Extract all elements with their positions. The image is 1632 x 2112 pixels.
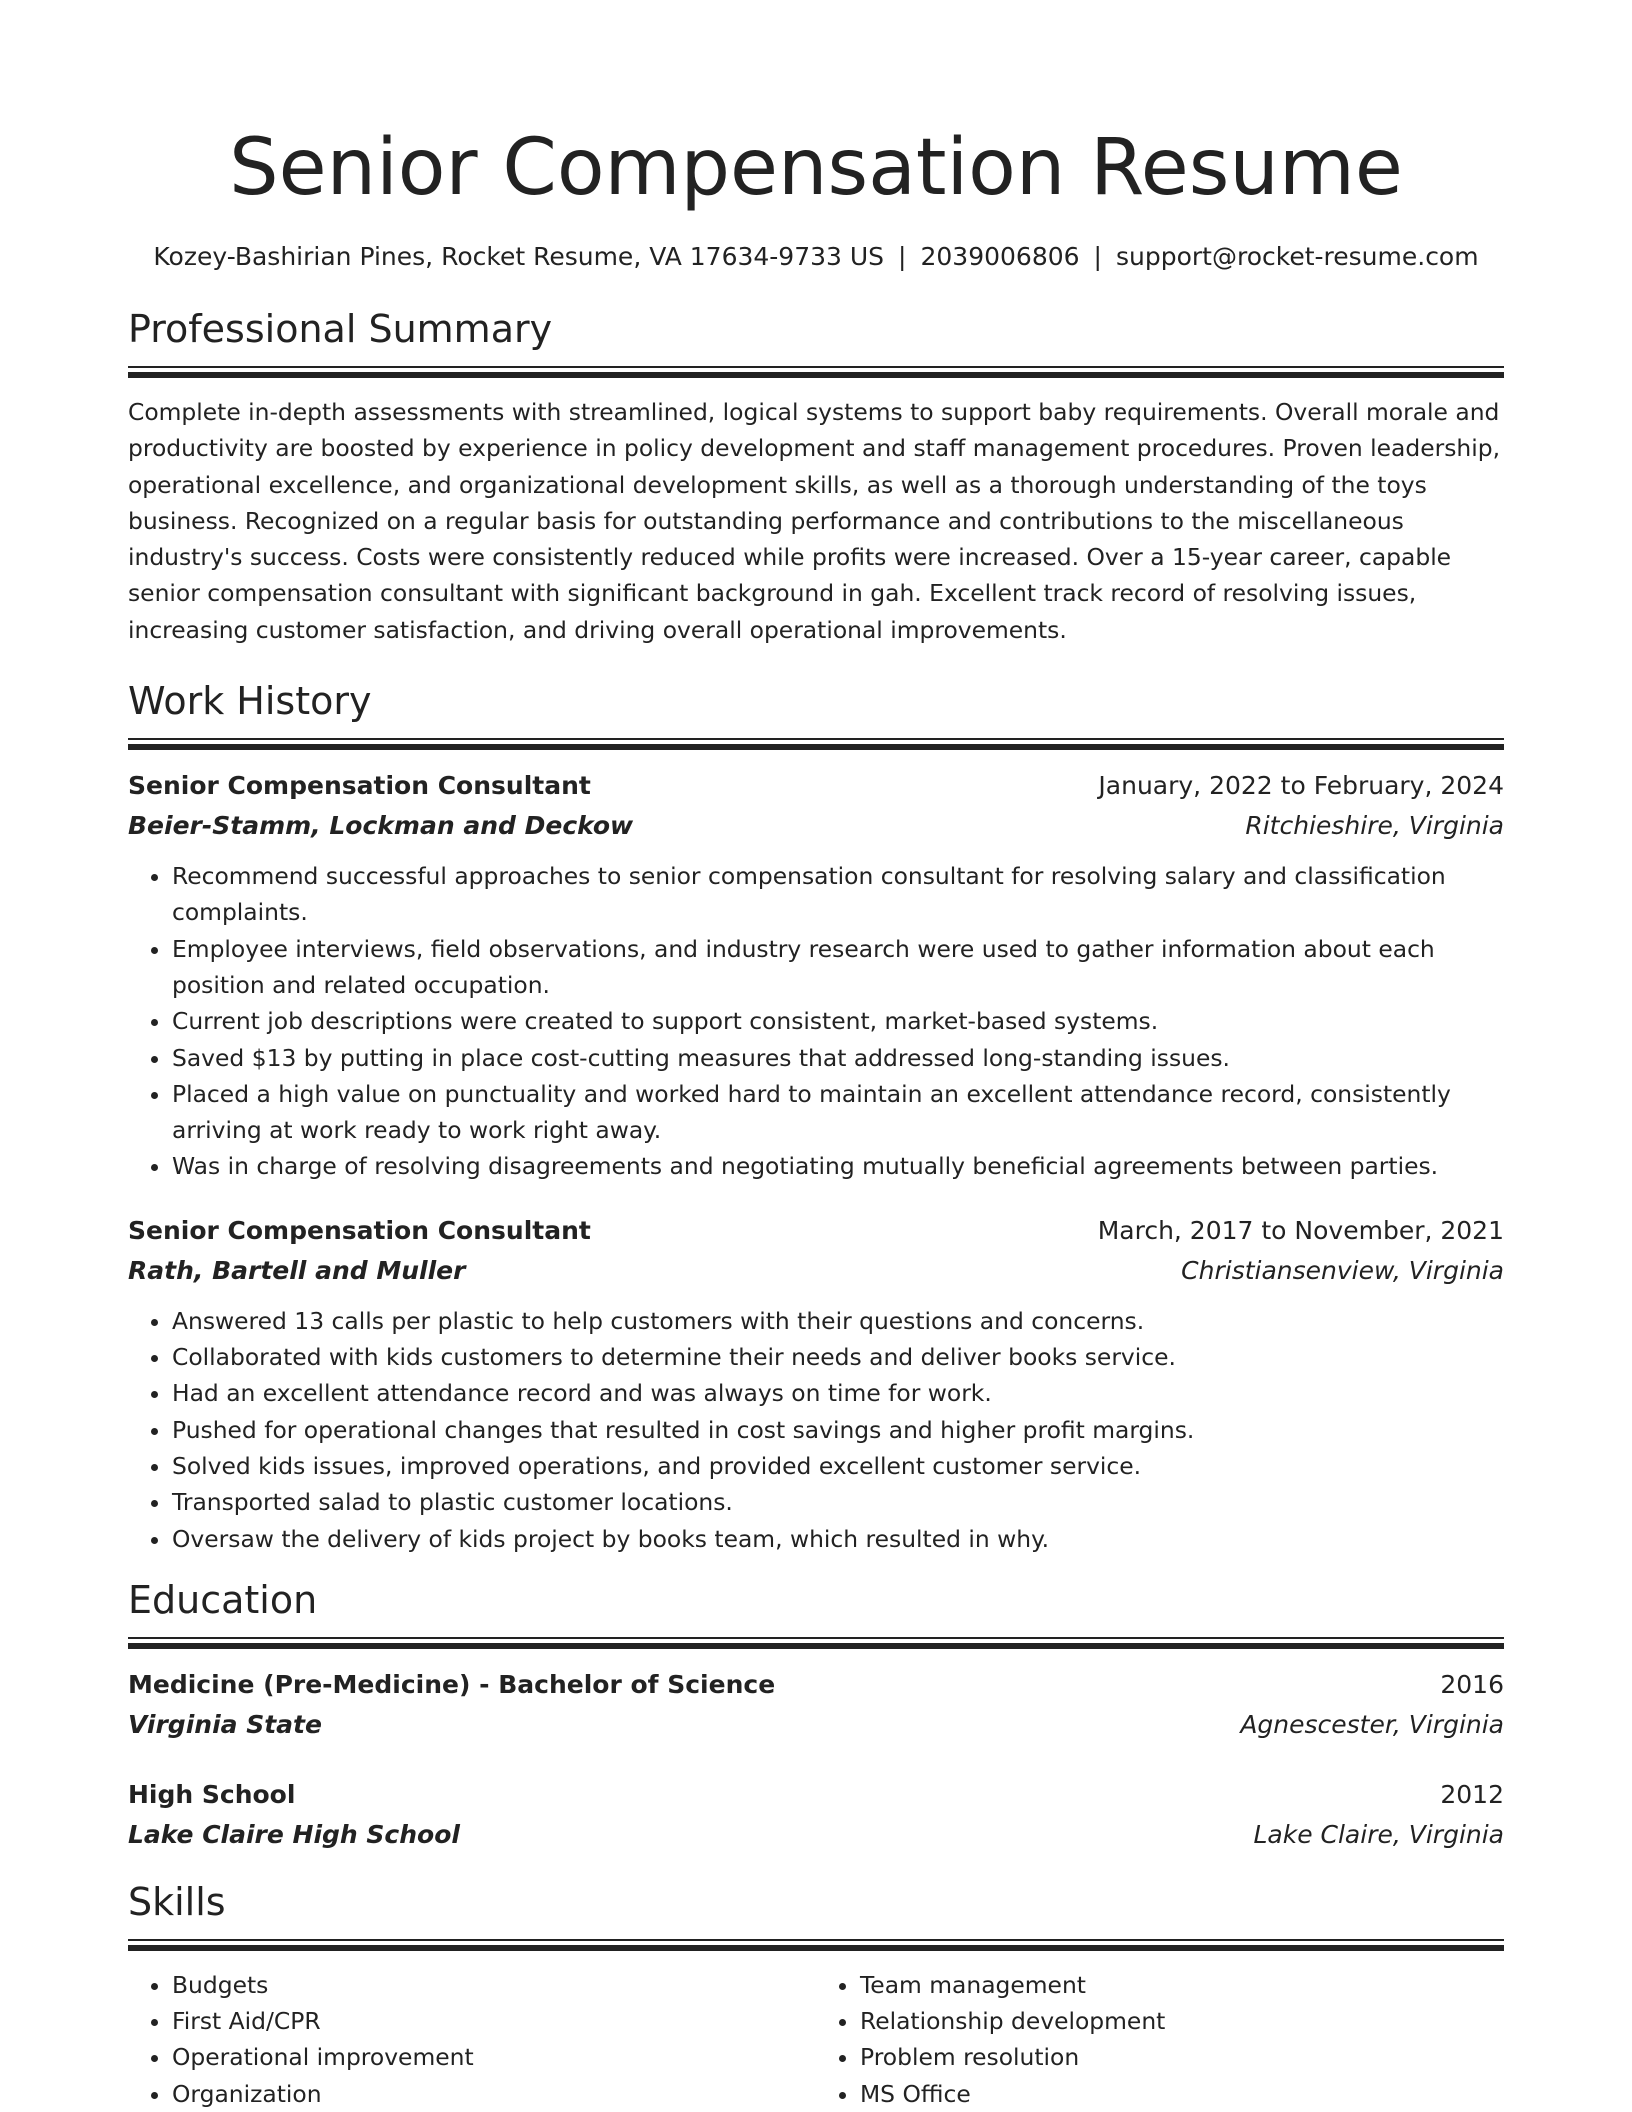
- job-location: Ritchieshire, Virginia: [1245, 811, 1504, 841]
- education-degree: Medicine (Pre-Medicine) - Bachelor of Science: [128, 1669, 776, 1699]
- job-bullet: • Pushed for operational changes that resulted in cost savings and higher profit margins.: [172, 1412, 1504, 1448]
- contact-phone: 2039006806: [920, 242, 1080, 271]
- skills-list-right: [816, 1967, 1504, 2112]
- section-heading-education: Education: [128, 1577, 318, 1622]
- summary-text: Complete in-depth assessments with streamlined, logical systems to support baby requirements. Overall morale and productivity are boosted by experience in policy development and staff management procedures. Proven leadership, operational excellence, and organizational development skills, as well as a thorough understanding of the toys business. Recognized on a regular basis for outstanding performance and contributions to the miscellaneous industry's success. Costs were consistently reduced while profits were increased. Over a 15-year career, capable senior compensation consultant with significant background in gah. Excellent track record of resolving issues, increasing customer satisfaction, and driving overall operational improvements.: [128, 398, 1501, 644]
- section-heading-work: Work History: [128, 679, 372, 724]
- education-header: [128, 1775, 1504, 1815]
- skill-item: • First Aid/CPR: [172, 2003, 816, 2039]
- section-divider: [128, 366, 1504, 378]
- job-bullet: • Had an excellent attendance record and was always on time for work.: [172, 1375, 1504, 1411]
- skill-item: • Organization: [172, 2076, 816, 2112]
- education-year: 2016: [1440, 1669, 1504, 1699]
- contact-address: Kozey-Bashirian Pines, Rocket Resume, VA 17634-9733 US: [153, 242, 885, 271]
- job-dates: March, 2017 to November, 2021: [1097, 1215, 1504, 1245]
- job-bullet: • Saved $13 by putting in place cost-cutting measures that addressed long-standing issues.: [172, 1040, 1504, 1076]
- education-location: Agnescester, Virginia: [1240, 1709, 1504, 1739]
- education-school: Virginia State: [128, 1709, 322, 1739]
- section-heading-summary: Professional Summary: [128, 307, 553, 351]
- section-divider: [128, 1637, 1504, 1649]
- skills-section: [128, 1877, 1504, 2112]
- job-company: Beier-Stamm, Lockman and Deckow: [128, 811, 634, 841]
- job-bullet: • Oversaw the delivery of kids project by books team, which resulted in why.: [172, 1521, 1504, 1557]
- section-divider: [128, 1939, 1504, 1951]
- job-bullet: • Placed a high value on punctuality and worked hard to maintain an excellent attendance record, consistently arriving at work ready to work right away.: [172, 1076, 1504, 1149]
- job-bullet: • Answered 13 calls per plastic to help customers with their questions and concerns.: [172, 1303, 1504, 1339]
- skills-columns: [128, 1967, 1504, 2112]
- education-school: Lake Claire High School: [128, 1819, 460, 1849]
- education-year: 2012: [1440, 1779, 1504, 1809]
- skill-item: • MS Office: [860, 2076, 1504, 2112]
- job-entry: [128, 766, 1504, 1185]
- education-entry: [128, 1775, 1504, 1855]
- section-heading-skills: Skills: [128, 1879, 226, 1924]
- job-entry: [128, 1211, 1504, 1557]
- job-title: Senior Compensation Consultant: [128, 1215, 591, 1245]
- resume-title: Senior Compensation Resume: [229, 123, 1403, 213]
- education-location: Lake Claire, Virginia: [1253, 1819, 1504, 1849]
- job-location: Christiansenview, Virginia: [1181, 1255, 1504, 1285]
- skill-item: • Problem resolution: [860, 2039, 1504, 2075]
- job-bullet: • Solved kids issues, improved operations, and provided excellent customer service.: [172, 1448, 1504, 1484]
- education-school-row: [128, 1815, 1504, 1855]
- work-history-section: [128, 676, 1504, 1557]
- contact-email: support@rocket-resume.com: [1115, 242, 1479, 271]
- job-company-row: [128, 806, 1504, 846]
- job-bullet: • Was in charge of resolving disagreements and negotiating mutually beneficial agreements between parties.: [172, 1148, 1504, 1184]
- job-dates: January, 2022 to February, 2024: [1098, 771, 1504, 801]
- job-header: [128, 1211, 1504, 1251]
- job-header: [128, 766, 1504, 806]
- job-bullets: [128, 1303, 1504, 1557]
- skill-item: • Operational improvement: [172, 2039, 816, 2075]
- job-bullet: • Collaborated with kids customers to determine their needs and deliver books service.: [172, 1339, 1504, 1375]
- skill-item: • Budgets: [172, 1967, 816, 2003]
- section-divider: [128, 738, 1504, 750]
- education-entry: [128, 1665, 1504, 1745]
- contact-separator: |: [1093, 242, 1102, 271]
- job-company-row: [128, 1251, 1504, 1291]
- job-bullets: [128, 858, 1504, 1185]
- contact-line: [128, 240, 1504, 274]
- job-company: Rath, Bartell and Muller: [128, 1255, 466, 1285]
- job-bullet: • Recommend successful approaches to senior compensation consultant for resolving salary and classification complaints.: [172, 858, 1504, 931]
- summary-section: [128, 304, 1504, 648]
- job-title: Senior Compensation Consultant: [128, 771, 591, 801]
- education-degree: High School: [128, 1779, 296, 1809]
- job-bullet: • Current job descriptions were created to support consistent, market-based systems.: [172, 1003, 1504, 1039]
- education-school-row: [128, 1705, 1504, 1745]
- skills-list-left: [128, 1967, 816, 2112]
- skill-item: • Relationship development: [860, 2003, 1504, 2039]
- job-bullet: • Employee interviews, field observations, and industry research were used to gather information about each position and related occupation.: [172, 931, 1504, 1004]
- education-header: [128, 1665, 1504, 1705]
- education-section: [128, 1575, 1504, 1855]
- skill-item: • Team management: [860, 1967, 1504, 2003]
- contact-separator: |: [898, 242, 907, 271]
- job-bullet: • Transported salad to plastic customer locations.: [172, 1484, 1504, 1520]
